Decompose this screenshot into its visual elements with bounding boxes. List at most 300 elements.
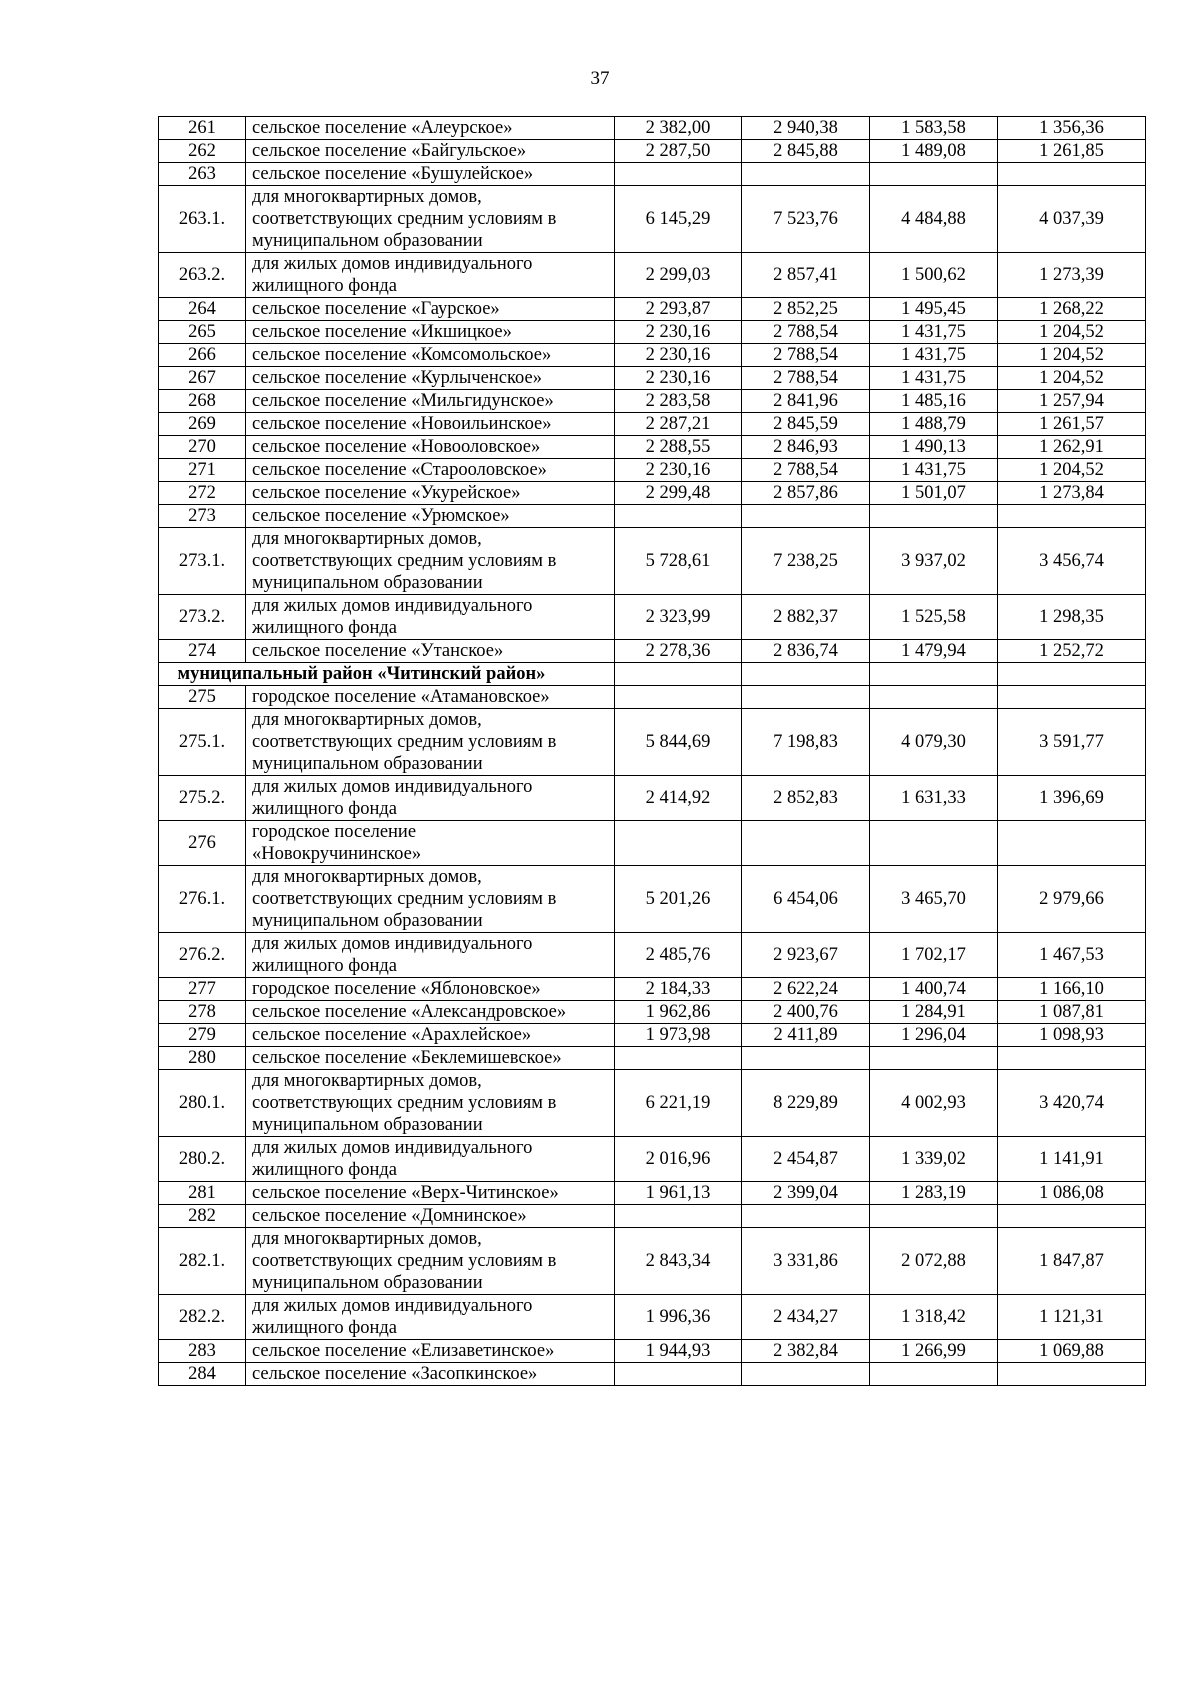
settlement-name	[246, 776, 615, 821]
settlement-name	[246, 482, 615, 505]
value-cell-4: 1 086,08	[998, 1182, 1146, 1205]
value-cell-4: 1 141,91	[998, 1137, 1146, 1182]
value-cell-3: 1 284,91	[870, 1001, 998, 1024]
value-cell-4: 1 467,53	[998, 933, 1146, 978]
value-cell-4	[998, 163, 1146, 186]
settlement-name	[246, 1182, 615, 1205]
value-cell-3: 1 479,94	[870, 640, 998, 663]
value-cell-2: 7 198,83	[742, 709, 870, 776]
row-number: 275.1.	[159, 709, 246, 776]
name-line: для многоквартирных домов,	[252, 710, 482, 730]
name-line: муниципальном образовании	[252, 1115, 483, 1135]
name-line: соответствующих средним условиям в	[252, 209, 557, 229]
settlement-name	[246, 1047, 615, 1070]
value-cell-1	[615, 1205, 742, 1228]
row-number: 280.2.	[159, 1137, 246, 1182]
row-number: 265	[159, 321, 246, 344]
value-cell-4: 3 591,77	[998, 709, 1146, 776]
value-cell-2: 2 788,54	[742, 321, 870, 344]
value-cell-3	[870, 1047, 998, 1070]
settlement-name	[246, 140, 615, 163]
value-cell-4: 1 204,52	[998, 367, 1146, 390]
value-cell-1: 2 414,92	[615, 776, 742, 821]
table-row	[159, 1001, 1146, 1024]
value-cell-4: 1 261,85	[998, 140, 1146, 163]
value-cell-1: 2 382,00	[615, 117, 742, 140]
name-line: для многоквартирных домов,	[252, 187, 482, 207]
value-cell-4: 1 098,93	[998, 1024, 1146, 1047]
value-cell-1: 2 016,96	[615, 1137, 742, 1182]
row-number: 269	[159, 413, 246, 436]
name-line: жилищного фонда	[252, 1160, 397, 1180]
row-number: 274	[159, 640, 246, 663]
value-cell-1: 1 962,86	[615, 1001, 742, 1024]
value-cell-2: 2 788,54	[742, 459, 870, 482]
name-line: сельское поселение «Засопкинское»	[252, 1364, 538, 1384]
settlement-name	[246, 528, 615, 595]
value-cell-2: 7 523,76	[742, 186, 870, 253]
row-number: 261	[159, 117, 246, 140]
value-cell	[615, 663, 742, 686]
name-line: для жилых домов индивидуального	[252, 596, 533, 616]
value-cell-3: 1 583,58	[870, 117, 998, 140]
name-line: соответствующих средним условиям в	[252, 551, 557, 571]
value-cell-2: 2 882,37	[742, 595, 870, 640]
value-cell-3: 4 484,88	[870, 186, 998, 253]
name-line: сельское поселение «Арахлейское»	[252, 1025, 532, 1045]
name-line: «Новокручининское»	[252, 844, 422, 864]
value-cell-1: 2 323,99	[615, 595, 742, 640]
settlement-name	[246, 866, 615, 933]
name-line: сельское поселение «Байгульское»	[252, 141, 527, 161]
value-cell-2: 2 399,04	[742, 1182, 870, 1205]
value-cell-3: 1 702,17	[870, 933, 998, 978]
value-cell-1: 5 201,26	[615, 866, 742, 933]
table-row	[159, 117, 1146, 140]
value-cell-2: 2 857,86	[742, 482, 870, 505]
value-cell-2: 2 923,67	[742, 933, 870, 978]
value-cell-2: 2 411,89	[742, 1024, 870, 1047]
value-cell-2: 2 434,27	[742, 1295, 870, 1340]
name-line: сельское поселение «Укурейское»	[252, 483, 521, 503]
value-cell-3	[870, 1363, 998, 1386]
value-cell-1: 2 299,03	[615, 253, 742, 298]
value-cell-3: 1 525,58	[870, 595, 998, 640]
value-cell-2: 2 846,93	[742, 436, 870, 459]
value-cell-4: 1 204,52	[998, 344, 1146, 367]
settlement-name	[246, 1070, 615, 1137]
name-line: для многоквартирных домов,	[252, 1229, 482, 1249]
value-cell-1: 2 288,55	[615, 436, 742, 459]
row-number: 276	[159, 821, 246, 866]
value-cell-3	[870, 1205, 998, 1228]
row-number: 283	[159, 1340, 246, 1363]
name-line: сельское поселение «Новооловское»	[252, 437, 541, 457]
table-row	[159, 459, 1146, 482]
settlement-name	[246, 1137, 615, 1182]
value-cell-2: 2 852,83	[742, 776, 870, 821]
value-cell-1: 2 230,16	[615, 321, 742, 344]
value-cell-1	[615, 505, 742, 528]
table-row	[159, 709, 1146, 776]
name-line: городское поселение «Яблоновское»	[252, 979, 541, 999]
name-line: сельское поселение «Алеурское»	[252, 118, 513, 138]
value-cell-3: 2 072,88	[870, 1228, 998, 1295]
table-row	[159, 321, 1146, 344]
value-cell-3: 1 431,75	[870, 459, 998, 482]
row-number: 276.1.	[159, 866, 246, 933]
row-number: 278	[159, 1001, 246, 1024]
value-cell-2: 2 940,38	[742, 117, 870, 140]
settlement-name	[246, 367, 615, 390]
settlement-name	[246, 595, 615, 640]
name-line: сельское поселение «Бушулейское»	[252, 164, 534, 184]
value-cell-3: 1 296,04	[870, 1024, 998, 1047]
value-cell-2: 2 788,54	[742, 367, 870, 390]
name-line: сельское поселение «Гаурское»	[252, 299, 500, 319]
table-row	[159, 776, 1146, 821]
value-cell-1: 2 299,48	[615, 482, 742, 505]
name-line: городское поселение	[252, 822, 417, 842]
table-row	[159, 505, 1146, 528]
value-cell-3	[870, 686, 998, 709]
table-row	[159, 1295, 1146, 1340]
name-line: сельское поселение «Новоильинское»	[252, 414, 552, 434]
row-number: 284	[159, 1363, 246, 1386]
value-cell-2	[742, 163, 870, 186]
settlement-name	[246, 821, 615, 866]
value-cell-1: 2 843,34	[615, 1228, 742, 1295]
settlement-name	[246, 1228, 615, 1295]
name-line: соответствующих средним условиям в	[252, 732, 557, 752]
table-row	[159, 1047, 1146, 1070]
name-line: сельское поселение «Икшицкое»	[252, 322, 512, 342]
value-cell-1: 2 230,16	[615, 459, 742, 482]
value-cell-4: 1 204,52	[998, 459, 1146, 482]
settlement-name	[246, 1001, 615, 1024]
value-cell-3: 1 339,02	[870, 1137, 998, 1182]
value-cell-4: 1 204,52	[998, 321, 1146, 344]
table-row	[159, 595, 1146, 640]
row-number: 273.2.	[159, 595, 246, 640]
table-row	[159, 163, 1146, 186]
name-line: соответствующих средним условиям в	[252, 1093, 557, 1113]
value-cell-2: 2 454,87	[742, 1137, 870, 1182]
name-line: сельское поселение «Утанское»	[252, 641, 504, 661]
row-number: 272	[159, 482, 246, 505]
tariff-table	[158, 116, 1146, 1386]
settlement-name	[246, 344, 615, 367]
row-number: 267	[159, 367, 246, 390]
value-cell-3: 1 400,74	[870, 978, 998, 1001]
table-row	[159, 1228, 1146, 1295]
value-cell-1: 1 944,93	[615, 1340, 742, 1363]
table-row	[159, 482, 1146, 505]
value-cell-4: 1 121,31	[998, 1295, 1146, 1340]
value-cell-2: 2 857,41	[742, 253, 870, 298]
value-cell-4: 1 087,81	[998, 1001, 1146, 1024]
value-cell-4: 1 166,10	[998, 978, 1146, 1001]
table-body	[159, 117, 1146, 1386]
row-number: 282.2.	[159, 1295, 246, 1340]
row-number: 263	[159, 163, 246, 186]
value-cell-3: 1 495,45	[870, 298, 998, 321]
settlement-name	[246, 1024, 615, 1047]
table-row	[159, 253, 1146, 298]
value-cell-3: 4 002,93	[870, 1070, 998, 1137]
name-line: муниципальном образовании	[252, 1273, 483, 1293]
row-number: 268	[159, 390, 246, 413]
value-cell-3: 3 465,70	[870, 866, 998, 933]
value-cell-4	[998, 1047, 1146, 1070]
section-row	[159, 663, 1146, 686]
name-line: сельское поселение «Мильгидунское»	[252, 391, 554, 411]
name-line: для жилых домов индивидуального	[252, 1138, 533, 1158]
name-line: для жилых домов индивидуального	[252, 1296, 533, 1316]
value-cell-2: 2 836,74	[742, 640, 870, 663]
settlement-name	[246, 298, 615, 321]
row-number: 263.2.	[159, 253, 246, 298]
page-number: 37	[590, 68, 610, 89]
value-cell-3: 1 318,42	[870, 1295, 998, 1340]
value-cell-1: 2 485,76	[615, 933, 742, 978]
value-cell-3: 1 431,75	[870, 367, 998, 390]
row-number: 281	[159, 1182, 246, 1205]
name-line: для жилых домов индивидуального	[252, 254, 533, 274]
name-line: сельское поселение «Урюмское»	[252, 506, 510, 526]
table-row	[159, 978, 1146, 1001]
value-cell-3: 1 431,75	[870, 344, 998, 367]
settlement-name	[246, 1363, 615, 1386]
row-number: 280.1.	[159, 1070, 246, 1137]
value-cell-1: 2 230,16	[615, 367, 742, 390]
value-cell-2: 7 238,25	[742, 528, 870, 595]
table-row	[159, 1340, 1146, 1363]
row-number: 277	[159, 978, 246, 1001]
value-cell-4: 1 273,84	[998, 482, 1146, 505]
value-cell-3: 1 431,75	[870, 321, 998, 344]
settlement-name	[246, 390, 615, 413]
value-cell-1	[615, 686, 742, 709]
value-cell-3: 1 488,79	[870, 413, 998, 436]
table-row	[159, 1070, 1146, 1137]
settlement-name	[246, 1205, 615, 1228]
name-line: сельское поселение «Домнинское»	[252, 1206, 527, 1226]
value-cell-2: 2 788,54	[742, 344, 870, 367]
name-line: жилищного фонда	[252, 618, 397, 638]
settlement-name	[246, 709, 615, 776]
row-number: 270	[159, 436, 246, 459]
settlement-name	[246, 933, 615, 978]
value-cell-4: 1 356,36	[998, 117, 1146, 140]
value-cell-1: 2 278,36	[615, 640, 742, 663]
value-cell-1: 6 145,29	[615, 186, 742, 253]
value-cell-3	[870, 505, 998, 528]
value-cell-4: 1 847,87	[998, 1228, 1146, 1295]
value-cell-3: 3 937,02	[870, 528, 998, 595]
value-cell-2: 2 845,59	[742, 413, 870, 436]
value-cell	[870, 663, 998, 686]
name-line: соответствующих средним условиям в	[252, 1251, 557, 1271]
table-row	[159, 298, 1146, 321]
name-line: для многоквартирных домов,	[252, 867, 482, 887]
value-cell-2	[742, 1205, 870, 1228]
settlement-name	[246, 686, 615, 709]
settlement-name	[246, 163, 615, 186]
name-line: сельское поселение «Александровское»	[252, 1002, 567, 1022]
value-cell-3: 1 500,62	[870, 253, 998, 298]
row-number: 280	[159, 1047, 246, 1070]
value-cell-1	[615, 821, 742, 866]
value-cell-3	[870, 821, 998, 866]
value-cell-1	[615, 163, 742, 186]
settlement-name	[246, 436, 615, 459]
settlement-name	[246, 186, 615, 253]
value-cell-1: 6 221,19	[615, 1070, 742, 1137]
row-number: 266	[159, 344, 246, 367]
row-number: 271	[159, 459, 246, 482]
value-cell-4: 1 261,57	[998, 413, 1146, 436]
value-cell-1: 2 293,87	[615, 298, 742, 321]
value-cell-1: 2 287,21	[615, 413, 742, 436]
value-cell-4	[998, 1205, 1146, 1228]
name-line: жилищного фонда	[252, 1318, 397, 1338]
value-cell-3: 1 489,08	[870, 140, 998, 163]
table-row	[159, 686, 1146, 709]
value-cell-2: 3 331,86	[742, 1228, 870, 1295]
settlement-name	[246, 505, 615, 528]
row-number: 264	[159, 298, 246, 321]
settlement-name	[246, 1340, 615, 1363]
value-cell-1: 2 230,16	[615, 344, 742, 367]
value-cell-2: 2 382,84	[742, 1340, 870, 1363]
section-title: муниципальный район «Читинский район»	[246, 663, 615, 686]
table-row	[159, 186, 1146, 253]
value-cell-1: 2 283,58	[615, 390, 742, 413]
table-row	[159, 821, 1146, 866]
value-cell-3	[870, 163, 998, 186]
value-cell-1: 1 973,98	[615, 1024, 742, 1047]
value-cell-3: 1 283,19	[870, 1182, 998, 1205]
name-line: жилищного фонда	[252, 276, 397, 296]
value-cell-4: 1 257,94	[998, 390, 1146, 413]
value-cell-4	[998, 505, 1146, 528]
value-cell-1: 5 728,61	[615, 528, 742, 595]
table-row	[159, 528, 1146, 595]
value-cell-1: 2 287,50	[615, 140, 742, 163]
row-number: 262	[159, 140, 246, 163]
table-row	[159, 140, 1146, 163]
table-row	[159, 1182, 1146, 1205]
name-line: сельское поселение «Верх-Читинское»	[252, 1183, 559, 1203]
settlement-name	[246, 640, 615, 663]
name-line: муниципальном образовании	[252, 911, 483, 931]
name-line: для жилых домов индивидуального	[252, 777, 533, 797]
table-row	[159, 413, 1146, 436]
name-line: муниципальном образовании	[252, 573, 483, 593]
name-line: жилищного фонда	[252, 799, 397, 819]
table-row	[159, 1137, 1146, 1182]
value-cell-1: 1 996,36	[615, 1295, 742, 1340]
value-cell-4: 1 069,88	[998, 1340, 1146, 1363]
settlement-name	[246, 321, 615, 344]
value-cell-2: 6 454,06	[742, 866, 870, 933]
value-cell-4: 1 298,35	[998, 595, 1146, 640]
name-line: для жилых домов индивидуального	[252, 934, 533, 954]
row-number: 273.1.	[159, 528, 246, 595]
table-row	[159, 436, 1146, 459]
name-line: сельское поселение «Старооловское»	[252, 460, 547, 480]
value-cell-3: 4 079,30	[870, 709, 998, 776]
table-row	[159, 390, 1146, 413]
name-line: для многоквартирных домов,	[252, 1071, 482, 1091]
value-cell-2: 2 852,25	[742, 298, 870, 321]
table-row	[159, 1205, 1146, 1228]
settlement-name	[246, 117, 615, 140]
value-cell-1: 2 184,33	[615, 978, 742, 1001]
value-cell-1	[615, 1363, 742, 1386]
value-cell-2	[742, 505, 870, 528]
value-cell-1: 5 844,69	[615, 709, 742, 776]
value-cell-4: 1 252,72	[998, 640, 1146, 663]
value-cell-1	[615, 1047, 742, 1070]
value-cell-4: 1 268,22	[998, 298, 1146, 321]
value-cell-2	[742, 1047, 870, 1070]
table-row	[159, 1024, 1146, 1047]
value-cell-2	[742, 821, 870, 866]
value-cell-4: 3 420,74	[998, 1070, 1146, 1137]
value-cell-2: 2 841,96	[742, 390, 870, 413]
value-cell-4: 1 273,39	[998, 253, 1146, 298]
value-cell-4	[998, 686, 1146, 709]
value-cell-2: 8 229,89	[742, 1070, 870, 1137]
value-cell	[998, 663, 1146, 686]
value-cell-4	[998, 1363, 1146, 1386]
name-line: сельское поселение «Комсомольское»	[252, 345, 552, 365]
value-cell-2	[742, 686, 870, 709]
row-number: 282.1.	[159, 1228, 246, 1295]
table-row	[159, 367, 1146, 390]
value-cell-2: 2 622,24	[742, 978, 870, 1001]
value-cell-3: 1 490,13	[870, 436, 998, 459]
row-number: 276.2.	[159, 933, 246, 978]
value-cell-4: 1 396,69	[998, 776, 1146, 821]
settlement-name	[246, 253, 615, 298]
name-line: муниципальном образовании	[252, 231, 483, 251]
name-line: сельское поселение «Беклемишевское»	[252, 1048, 562, 1068]
row-number: 263.1.	[159, 186, 246, 253]
table-row	[159, 640, 1146, 663]
name-line: соответствующих средним условиям в	[252, 889, 557, 909]
value-cell-4	[998, 821, 1146, 866]
value-cell-4: 1 262,91	[998, 436, 1146, 459]
table-row	[159, 344, 1146, 367]
value-cell-2	[742, 1363, 870, 1386]
value-cell-3: 1 485,16	[870, 390, 998, 413]
table-row	[159, 933, 1146, 978]
row-number: 279	[159, 1024, 246, 1047]
row-number: 275.2.	[159, 776, 246, 821]
table-row	[159, 866, 1146, 933]
value-cell-4: 4 037,39	[998, 186, 1146, 253]
settlement-name	[246, 413, 615, 436]
row-number: 273	[159, 505, 246, 528]
settlement-name	[246, 1295, 615, 1340]
name-line: сельское поселение «Елизаветинское»	[252, 1341, 555, 1361]
value-cell-3: 1 266,99	[870, 1340, 998, 1363]
value-cell-3: 1 501,07	[870, 482, 998, 505]
value-cell-4: 2 979,66	[998, 866, 1146, 933]
